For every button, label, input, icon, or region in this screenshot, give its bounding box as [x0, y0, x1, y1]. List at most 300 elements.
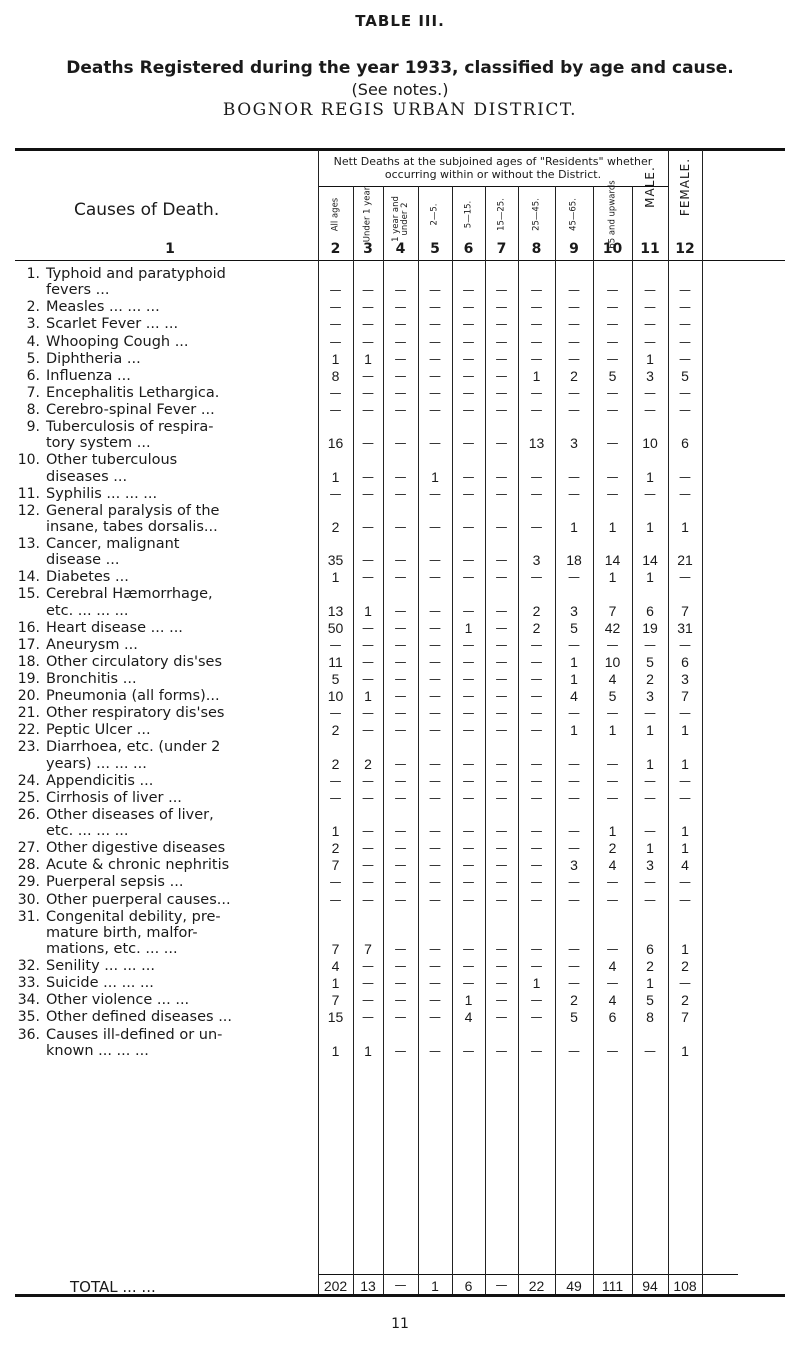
table-cell: 1 [646, 722, 654, 739]
table-cell: — [362, 469, 374, 484]
row-number: 7. [26, 384, 40, 401]
table-cell: — [495, 519, 508, 534]
row-number: 3. [26, 316, 40, 333]
table-cell: 2 [331, 722, 340, 739]
table-cell: 1 [646, 569, 654, 586]
table-cell: — [429, 351, 441, 366]
cause-label: etc. ... ... ... [46, 823, 129, 840]
table-cell: 3 [570, 602, 578, 619]
table-cell: 2 [331, 840, 340, 857]
table-cell: — [429, 756, 441, 771]
table-cell: 2 [646, 958, 654, 975]
column-number: 5 [430, 241, 440, 257]
cause-label: known ... ... ... [46, 1042, 149, 1059]
table-cell: — [394, 790, 407, 805]
table-cell: — [495, 824, 508, 839]
row-number: 36. [17, 1026, 40, 1043]
table-cell: 1 [681, 840, 689, 857]
table-cell: — [495, 841, 508, 856]
table-cell: — [644, 892, 656, 907]
table-cell: — [606, 300, 619, 315]
table-cell: — [394, 1010, 407, 1025]
table-cell: — [462, 959, 475, 974]
total-cell: 13 [360, 1278, 376, 1294]
table-cell: — [394, 706, 407, 721]
table-cell: — [606, 351, 619, 366]
cause-label: Suicide ... ... ... [46, 975, 154, 992]
row-number: 13. [17, 536, 40, 552]
table-cell: — [644, 1043, 656, 1058]
cause-label: Senility ... ... ... [46, 958, 155, 975]
table-cell: — [362, 402, 374, 417]
table-cell: — [679, 892, 691, 907]
table-cell: — [429, 723, 441, 738]
table-cell: — [568, 824, 580, 839]
table-cell: — [362, 875, 374, 890]
table-cell: — [568, 637, 580, 652]
table-cell: 2 [681, 958, 689, 975]
table-cell: — [568, 317, 580, 332]
table-cell: — [462, 283, 475, 298]
table-cell: — [394, 300, 407, 315]
table-cell: 5 [608, 688, 617, 705]
cause-label: etc. ... ... ... [46, 602, 129, 619]
table-cell: — [429, 620, 441, 635]
table-cell: — [530, 317, 543, 332]
table-cell: — [394, 654, 407, 669]
table-cell: — [394, 317, 407, 332]
column-header-2: All ages [330, 197, 340, 232]
table-cell: — [394, 603, 407, 618]
table-cell: — [606, 486, 619, 501]
table-cell: — [679, 469, 691, 484]
table-cell: — [644, 824, 656, 839]
table-cell: — [495, 959, 508, 974]
table-cell: — [394, 553, 407, 568]
total-cell: — [394, 1278, 407, 1292]
table-cell: — [644, 300, 656, 315]
row-number: 35. [17, 1009, 40, 1026]
table-cell: — [495, 300, 508, 315]
table-cell: — [495, 875, 508, 890]
table-cell: 2 [532, 602, 541, 619]
table-cell: — [606, 976, 619, 991]
cause-label: Syphilis ... ... ... [46, 485, 158, 502]
table-cell: — [530, 942, 543, 956]
table-cell: 2 [364, 755, 372, 772]
table-cell: — [495, 706, 508, 721]
table-cell: 14 [604, 552, 621, 569]
table-cell: — [462, 841, 475, 856]
table-cell: — [394, 402, 407, 417]
column-number: 9 [569, 241, 579, 257]
table-cell: — [530, 993, 543, 1008]
table-cell: — [462, 368, 475, 383]
table-cell: 3 [646, 367, 654, 384]
table-cell: — [429, 959, 441, 974]
table-cell: — [429, 519, 441, 534]
table-cell: — [394, 841, 407, 856]
table-cell: — [495, 976, 508, 991]
table-cell: 5 [646, 653, 654, 670]
table-cell: — [606, 402, 619, 417]
table-cell: — [495, 570, 508, 585]
table-cell: 2 [681, 992, 689, 1009]
table-cell: — [362, 519, 374, 534]
rule-total-top [318, 1274, 738, 1275]
table-cell: 5 [570, 619, 578, 636]
table-cell: — [530, 351, 543, 366]
table-cell: — [462, 824, 475, 839]
table-cell: — [568, 976, 580, 991]
table-cell: 1 [646, 350, 654, 367]
total-cell: 108 [673, 1278, 697, 1294]
table-cell: — [394, 1043, 407, 1058]
table-cell: — [530, 283, 543, 298]
table-cell: — [679, 637, 691, 652]
table-cell: — [362, 570, 374, 585]
table-cell: — [462, 892, 475, 907]
table-cell: 15 [327, 1009, 344, 1026]
table-cell: 5 [570, 1009, 578, 1026]
table-cell: — [429, 637, 441, 652]
table-cell: 1 [681, 941, 689, 957]
table-cell: 3 [570, 435, 578, 452]
table-cell: 5 [681, 367, 689, 384]
table-cell: — [429, 570, 441, 585]
table-cell: — [606, 756, 619, 771]
table-cell: — [568, 706, 580, 721]
rule-top [15, 148, 785, 151]
table-cell: 3 [532, 552, 541, 569]
table-cell: 7 [331, 941, 340, 957]
table-cell: — [329, 385, 342, 400]
cause-label: Other diseases of liver, [46, 806, 214, 823]
table-cell: 13 [327, 602, 344, 619]
table-cell: — [606, 875, 619, 890]
table-cell: — [362, 368, 374, 383]
column-number: 11 [640, 241, 660, 257]
column-number: 2 [330, 241, 341, 257]
cause-label: Other defined diseases ... [46, 1009, 233, 1026]
table-cell: — [362, 773, 374, 788]
cause-label: Causes ill-defined or un- [46, 1026, 223, 1043]
table-cell: — [429, 654, 441, 669]
table-cell: — [362, 858, 374, 873]
cause-label: years) ... ... ... [46, 755, 147, 772]
table-cell: — [362, 317, 374, 332]
table-cell: — [606, 317, 619, 332]
row-number: 25. [17, 789, 40, 806]
table-cell: — [429, 942, 441, 956]
table-cell: — [568, 773, 580, 788]
table-cell: 16 [327, 435, 344, 452]
cause-label: Whooping Cough ... [46, 333, 189, 350]
table-cell: — [568, 570, 580, 585]
cause-label: Congenital debility, pre- [46, 908, 221, 925]
cause-label: Other tuberculous [46, 452, 178, 469]
cause-label: Encephalitis Lethargica. [46, 384, 220, 401]
cause-label: Diphtheria ... [46, 350, 141, 367]
table-cell: — [462, 858, 475, 873]
table-cell: — [329, 790, 342, 805]
table-cell: 7 [331, 857, 340, 874]
table-cell: — [644, 706, 656, 721]
table-cell: — [462, 519, 475, 534]
table-cell: — [362, 959, 374, 974]
table-cell: — [495, 620, 508, 635]
cause-label: Influenza ... [46, 367, 131, 384]
table-cell: — [568, 334, 580, 349]
table-cell: 1 [532, 367, 541, 384]
cause-label: Other circulatory dis'ses [46, 653, 223, 670]
table-cell: — [462, 672, 475, 686]
table-cell: — [530, 469, 543, 484]
table-cell: 2 [646, 671, 654, 687]
table-cell: 1 [646, 518, 654, 535]
table-cell: — [429, 1010, 441, 1025]
table-cell: 2 [532, 619, 541, 636]
table-cell: — [462, 790, 475, 805]
table-cell: — [530, 790, 543, 805]
table-cell: 6 [681, 653, 689, 670]
row-number: 21. [17, 705, 40, 722]
cause-label: Other puerperal causes... [46, 891, 231, 908]
column-header-5: 2—5. [429, 203, 440, 226]
table-cell: — [462, 942, 475, 956]
table-cell: — [568, 283, 580, 298]
table-cell: 1 [570, 653, 578, 670]
total-cell: — [495, 1278, 508, 1292]
total-cell: 22 [528, 1278, 545, 1294]
table-cell: — [606, 942, 619, 956]
row-number: 10. [17, 452, 40, 469]
table-cell: — [362, 892, 374, 907]
cause-label: Acute & chronic nephritis [46, 857, 230, 874]
table-cell: — [495, 486, 508, 501]
table-cell: — [606, 637, 619, 652]
row-number: 6. [26, 367, 40, 384]
table-cell: — [362, 620, 374, 635]
table-cell: — [644, 402, 656, 417]
table-cell: — [362, 841, 374, 856]
table-cell: — [568, 402, 580, 417]
table-cell: — [429, 993, 441, 1008]
row-number: 1. [26, 266, 40, 282]
table-cell: — [679, 283, 691, 298]
table-cell: 2 [570, 367, 578, 384]
table-cell: — [568, 351, 580, 366]
table-cell: — [329, 402, 342, 417]
table-cell: — [394, 959, 407, 974]
table-cell: 1 [331, 975, 340, 992]
table-cell: — [394, 942, 407, 956]
column-number: 10 [602, 241, 623, 257]
table-cell: — [530, 300, 543, 315]
table-cell: 1 [431, 468, 439, 485]
row-number: 8. [26, 401, 40, 418]
table-cell: — [362, 436, 374, 451]
row-number: 30. [17, 891, 40, 908]
table-cell: — [568, 486, 580, 501]
column-header-6: 5—15. [463, 200, 473, 229]
table-cell: — [606, 469, 619, 484]
table-cell: — [394, 723, 407, 738]
table-cell: — [606, 334, 619, 349]
table-cell: — [530, 824, 543, 839]
table-cell: 8 [331, 367, 340, 384]
row-number: 2. [26, 299, 40, 316]
table-cell: 1 [681, 722, 689, 739]
row-number: 15. [17, 586, 40, 603]
cause-label: General paralysis of the [46, 502, 220, 519]
table-cell: — [462, 553, 475, 568]
table-cell: — [606, 706, 619, 721]
cause-label: Peptic Ulcer ... [46, 722, 151, 739]
row-number: 31. [17, 908, 40, 925]
table-cell: 3 [646, 688, 654, 705]
table-cell: — [679, 790, 691, 805]
table-cell: — [362, 706, 374, 721]
cause-label: Diabetes ... [46, 569, 129, 586]
table-cell: — [394, 486, 407, 501]
table-cell: — [495, 553, 508, 568]
column-number: 1 [165, 241, 175, 257]
table-cell: 1 [608, 823, 617, 840]
table-cell: 1 [331, 1042, 340, 1059]
table-cell: — [644, 790, 656, 805]
table-cell: — [495, 672, 508, 686]
row-number: 19. [17, 671, 40, 687]
row-number: 22. [17, 722, 40, 739]
table-cell: 1 [464, 992, 473, 1009]
table-cell: — [362, 553, 374, 568]
table-cell: — [429, 283, 441, 298]
table-cell: — [462, 351, 475, 366]
table-cell: — [606, 283, 619, 298]
table-cell: — [679, 486, 691, 501]
cause-label: Tuberculosis of respira- [46, 419, 214, 435]
table-cell: — [495, 368, 508, 383]
table-cell: — [362, 672, 374, 686]
row-number: 26. [17, 806, 40, 823]
table-cell: — [362, 824, 374, 839]
table-cell: — [495, 790, 508, 805]
table-cell: — [462, 402, 475, 417]
column-number: 4 [395, 241, 406, 257]
table-cell: — [530, 723, 543, 738]
table-cell: — [394, 469, 407, 484]
table-cell: — [394, 570, 407, 585]
table-cell: — [679, 300, 691, 315]
table-cell: 7 [681, 1009, 689, 1026]
table-cell: — [362, 1010, 374, 1025]
table-cell: 50 [327, 619, 344, 636]
table-cell: 2 [331, 518, 340, 535]
table-cell: — [429, 603, 441, 618]
row-number: 20. [17, 688, 40, 705]
table-cell: — [495, 892, 508, 907]
row-number: 18. [17, 653, 40, 670]
table-cell: — [606, 385, 619, 400]
table-cell: — [495, 858, 508, 873]
column-rule [702, 150, 703, 1294]
table-cell: — [568, 875, 580, 890]
table-cell: — [568, 959, 580, 974]
table-cell: — [530, 689, 543, 704]
table-cell: — [462, 603, 475, 618]
table-cell: 6 [646, 602, 654, 619]
total-cell: 94 [642, 1278, 658, 1294]
table-cell: 31 [677, 619, 693, 636]
cause-label: Other violence ... ... [46, 992, 190, 1009]
column-number: 7 [496, 241, 507, 257]
cause-label: mature birth, malfor- [46, 924, 198, 941]
table-cell: — [394, 351, 407, 366]
table-cell: — [429, 773, 441, 788]
column-header-8: 25—45. [531, 198, 541, 231]
table-cell: — [429, 858, 441, 873]
table-cell: — [495, 603, 508, 618]
cause-label: Cirrhosis of liver ... [46, 789, 182, 806]
row-number: 24. [17, 772, 40, 789]
table-cell: — [679, 570, 691, 585]
rule-header-bottom [15, 260, 785, 261]
table-cell: 1 [681, 823, 689, 840]
table-cell: — [429, 300, 441, 315]
table-cell: — [429, 368, 441, 383]
table-cell: — [394, 334, 407, 349]
table-cell: — [329, 892, 342, 907]
table-cell: — [394, 436, 407, 451]
table-cell: — [362, 637, 374, 652]
table-cell: 1 [464, 619, 473, 636]
table-cell: 1 [331, 569, 340, 586]
table-cell: — [462, 317, 475, 332]
table-cell: 1 [570, 722, 578, 739]
table-cell: 4 [570, 688, 578, 705]
table-cell: — [530, 892, 543, 907]
total-cell: 1 [431, 1278, 439, 1294]
table-title: Deaths Registered during the year 1933, classified by age and cause. [66, 58, 734, 78]
table-cell: — [362, 790, 374, 805]
table-cell: 7 [331, 992, 340, 1009]
table-cell: — [429, 841, 441, 856]
table-cell: 7 [364, 941, 372, 957]
cause-label: Cerebral Hæmorrhage, [46, 586, 213, 603]
column-header-4: 1 year and under 2 [390, 196, 410, 242]
row-number: 29. [17, 874, 40, 891]
table-cell: 6 [646, 941, 654, 957]
table-cell: 8 [646, 1009, 654, 1026]
table-cell: 1 [364, 1042, 372, 1059]
table-cell: — [462, 436, 475, 451]
cause-label: Bronchitis ... [46, 671, 137, 687]
table-cell: — [329, 334, 342, 349]
table-cell: — [679, 317, 691, 332]
table-cell: — [394, 892, 407, 907]
table-cell: — [429, 689, 441, 704]
row-number: 34. [17, 992, 40, 1009]
table-cell: — [394, 620, 407, 635]
table-cell: — [530, 858, 543, 873]
table-cell: — [462, 334, 475, 349]
table-cell: — [329, 875, 342, 890]
table-cell: — [362, 993, 374, 1008]
table-cell: — [606, 1043, 619, 1058]
table-cell: — [495, 689, 508, 704]
table-cell: 1 [364, 602, 372, 619]
